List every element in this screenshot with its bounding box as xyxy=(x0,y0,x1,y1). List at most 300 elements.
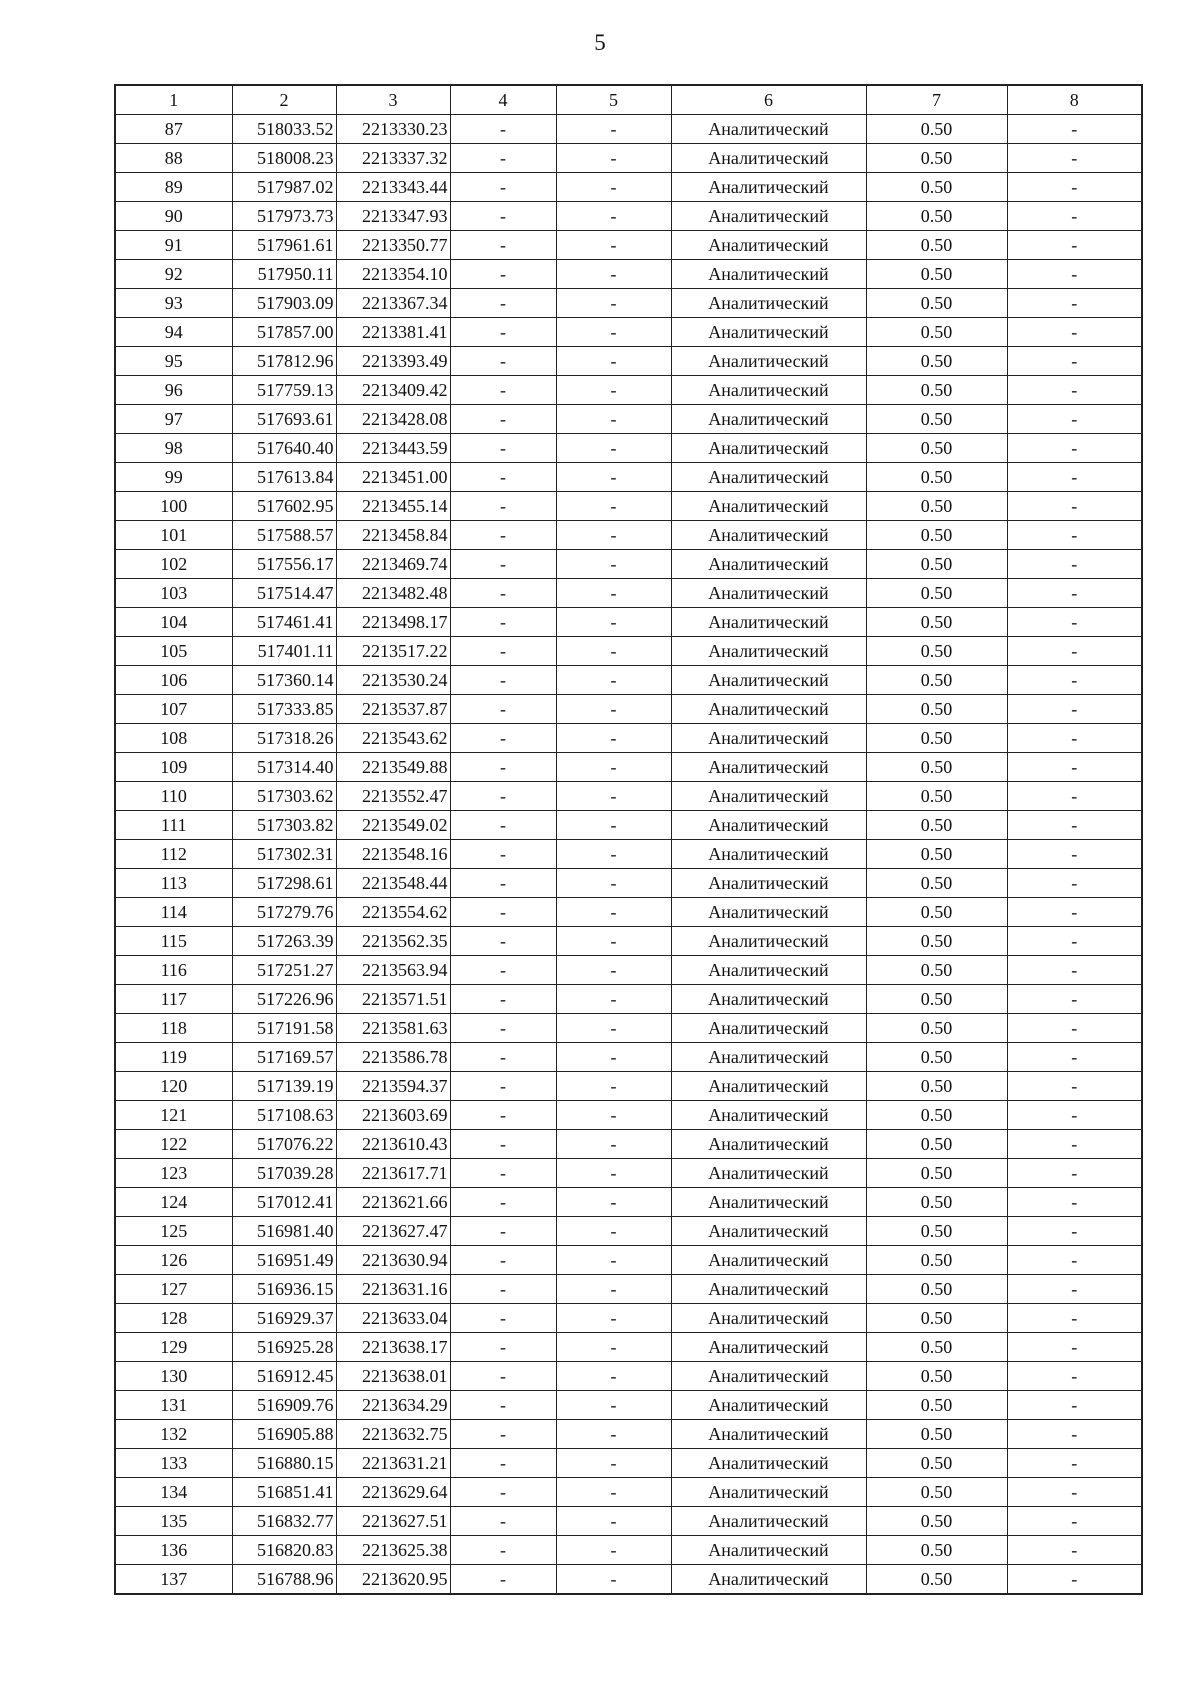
table-cell-col-7: 0.50 xyxy=(866,405,1007,434)
table-cell-col-1: 97 xyxy=(115,405,232,434)
table-cell-col-8: - xyxy=(1007,579,1142,608)
table-cell-col-7: 0.50 xyxy=(866,173,1007,202)
table-cell-col-3: 2213347.93 xyxy=(336,202,450,231)
table-cell-col-4: - xyxy=(450,1159,556,1188)
table-cell-col-8: - xyxy=(1007,1072,1142,1101)
table-cell-col-5: - xyxy=(556,927,671,956)
table-cell-col-6: Аналитический xyxy=(671,1101,866,1130)
table-cell-col-2: 517314.40 xyxy=(232,753,336,782)
table-cell-col-2: 517360.14 xyxy=(232,666,336,695)
table-cell-col-1: 90 xyxy=(115,202,232,231)
table-cell-col-8: - xyxy=(1007,898,1142,927)
table-cell-col-6: Аналитический xyxy=(671,898,866,927)
table-cell-col-1: 87 xyxy=(115,115,232,144)
table-row xyxy=(115,1188,1142,1217)
table-cell-col-1: 105 xyxy=(115,637,232,666)
table-cell-col-5: - xyxy=(556,144,671,173)
table-cell-col-7: 0.50 xyxy=(866,202,1007,231)
table-cell-col-5: - xyxy=(556,1188,671,1217)
table-cell-col-7: 0.50 xyxy=(866,231,1007,260)
table-row xyxy=(115,1043,1142,1072)
table-cell-col-6: Аналитический xyxy=(671,492,866,521)
table-row xyxy=(115,1275,1142,1304)
table-cell-col-5: - xyxy=(556,753,671,782)
table-cell-col-1: 120 xyxy=(115,1072,232,1101)
table-cell-col-1: 127 xyxy=(115,1275,232,1304)
table-cell-col-3: 2213548.16 xyxy=(336,840,450,869)
table-cell-col-2: 517303.82 xyxy=(232,811,336,840)
column-header-3: 3 xyxy=(336,85,450,115)
table-cell-col-2: 516912.45 xyxy=(232,1362,336,1391)
table-cell-col-1: 99 xyxy=(115,463,232,492)
table-cell-col-7: 0.50 xyxy=(866,811,1007,840)
table-cell-col-6: Аналитический xyxy=(671,840,866,869)
table-cell-col-1: 132 xyxy=(115,1420,232,1449)
table-row xyxy=(115,376,1142,405)
table-cell-col-3: 2213469.74 xyxy=(336,550,450,579)
table-cell-col-5: - xyxy=(556,231,671,260)
table-cell-col-3: 2213586.78 xyxy=(336,1043,450,1072)
table-row xyxy=(115,1159,1142,1188)
table-cell-col-3: 2213354.10 xyxy=(336,260,450,289)
table-cell-col-3: 2213610.43 xyxy=(336,1130,450,1159)
table-cell-col-1: 137 xyxy=(115,1565,232,1595)
table-cell-col-7: 0.50 xyxy=(866,869,1007,898)
table-cell-col-4: - xyxy=(450,753,556,782)
table-cell-col-5: - xyxy=(556,637,671,666)
table-cell-col-8: - xyxy=(1007,1246,1142,1275)
table-row xyxy=(115,1420,1142,1449)
table-cell-col-6: Аналитический xyxy=(671,753,866,782)
table-row xyxy=(115,521,1142,550)
table-cell-col-5: - xyxy=(556,434,671,463)
table-row xyxy=(115,927,1142,956)
table-row xyxy=(115,1478,1142,1507)
table-cell-col-2: 517076.22 xyxy=(232,1130,336,1159)
table-cell-col-2: 518033.52 xyxy=(232,115,336,144)
table-cell-col-2: 516788.96 xyxy=(232,1565,336,1595)
table-cell-col-2: 517298.61 xyxy=(232,869,336,898)
table-cell-col-8: - xyxy=(1007,260,1142,289)
table-cell-col-3: 2213549.88 xyxy=(336,753,450,782)
table-cell-col-4: - xyxy=(450,1391,556,1420)
table-cell-col-4: - xyxy=(450,550,556,579)
table-row xyxy=(115,666,1142,695)
table-cell-col-8: - xyxy=(1007,173,1142,202)
table-cell-col-1: 130 xyxy=(115,1362,232,1391)
table-row xyxy=(115,782,1142,811)
table-cell-col-6: Аналитический xyxy=(671,695,866,724)
table-cell-col-8: - xyxy=(1007,1275,1142,1304)
table-cell-col-7: 0.50 xyxy=(866,927,1007,956)
table-row xyxy=(115,1130,1142,1159)
table-cell-col-6: Аналитический xyxy=(671,1130,866,1159)
table-cell-col-2: 517903.09 xyxy=(232,289,336,318)
table-row xyxy=(115,434,1142,463)
table-cell-col-2: 516820.83 xyxy=(232,1536,336,1565)
table-cell-col-3: 2213627.47 xyxy=(336,1217,450,1246)
table-cell-col-6: Аналитический xyxy=(671,985,866,1014)
table-row xyxy=(115,811,1142,840)
table-cell-col-1: 102 xyxy=(115,550,232,579)
table-row xyxy=(115,608,1142,637)
table-cell-col-6: Аналитический xyxy=(671,1159,866,1188)
table-cell-col-1: 136 xyxy=(115,1536,232,1565)
table-cell-col-3: 2213631.16 xyxy=(336,1275,450,1304)
table-cell-col-3: 2213548.44 xyxy=(336,869,450,898)
table-cell-col-3: 2213621.66 xyxy=(336,1188,450,1217)
column-header-4: 4 xyxy=(450,85,556,115)
table-cell-col-4: - xyxy=(450,1014,556,1043)
table-row xyxy=(115,579,1142,608)
table-cell-col-1: 115 xyxy=(115,927,232,956)
table-row xyxy=(115,550,1142,579)
table-cell-col-5: - xyxy=(556,898,671,927)
table-cell-col-7: 0.50 xyxy=(866,1188,1007,1217)
table-row xyxy=(115,463,1142,492)
table-cell-col-4: - xyxy=(450,782,556,811)
table-cell-col-4: - xyxy=(450,724,556,753)
table-cell-col-8: - xyxy=(1007,463,1142,492)
table-cell-col-5: - xyxy=(556,202,671,231)
table-cell-col-1: 109 xyxy=(115,753,232,782)
table-cell-col-6: Аналитический xyxy=(671,202,866,231)
table-cell-col-7: 0.50 xyxy=(866,1159,1007,1188)
table-cell-col-6: Аналитический xyxy=(671,666,866,695)
table-cell-col-5: - xyxy=(556,579,671,608)
table-cell-col-4: - xyxy=(450,144,556,173)
table-cell-col-1: 125 xyxy=(115,1217,232,1246)
table-cell-col-5: - xyxy=(556,347,671,376)
table-cell-col-7: 0.50 xyxy=(866,1217,1007,1246)
column-header-6: 6 xyxy=(671,85,866,115)
table-cell-col-7: 0.50 xyxy=(866,260,1007,289)
table-cell-col-4: - xyxy=(450,1304,556,1333)
table-cell-col-1: 108 xyxy=(115,724,232,753)
table-cell-col-4: - xyxy=(450,1130,556,1159)
table-cell-col-2: 517279.76 xyxy=(232,898,336,927)
column-header-2: 2 xyxy=(232,85,336,115)
page-number: 5 xyxy=(594,30,606,55)
table-cell-col-4: - xyxy=(450,1333,556,1362)
table-cell-col-4: - xyxy=(450,1043,556,1072)
table-row xyxy=(115,405,1142,434)
table-cell-col-5: - xyxy=(556,521,671,550)
table-cell-col-3: 2213617.71 xyxy=(336,1159,450,1188)
table-cell-col-6: Аналитический xyxy=(671,434,866,463)
table-cell-col-2: 517012.41 xyxy=(232,1188,336,1217)
table-cell-col-6: Аналитический xyxy=(671,1478,866,1507)
table-cell-col-3: 2213428.08 xyxy=(336,405,450,434)
table-cell-col-3: 2213632.75 xyxy=(336,1420,450,1449)
table-cell-col-2: 516909.76 xyxy=(232,1391,336,1420)
table-cell-col-1: 101 xyxy=(115,521,232,550)
table-cell-col-8: - xyxy=(1007,666,1142,695)
table-cell-col-1: 117 xyxy=(115,985,232,1014)
table-cell-col-5: - xyxy=(556,1246,671,1275)
table-cell-col-2: 517950.11 xyxy=(232,260,336,289)
table-cell-col-6: Аналитический xyxy=(671,115,866,144)
table-cell-col-7: 0.50 xyxy=(866,550,1007,579)
table-cell-col-7: 0.50 xyxy=(866,318,1007,347)
table-cell-col-4: - xyxy=(450,115,556,144)
table-cell-col-7: 0.50 xyxy=(866,1333,1007,1362)
table-cell-col-1: 118 xyxy=(115,1014,232,1043)
table-cell-col-5: - xyxy=(556,376,671,405)
table-cell-col-3: 2213517.22 xyxy=(336,637,450,666)
table-row xyxy=(115,956,1142,985)
table-cell-col-1: 100 xyxy=(115,492,232,521)
table-cell-col-2: 517640.40 xyxy=(232,434,336,463)
table-cell-col-3: 2213554.62 xyxy=(336,898,450,927)
table-cell-col-7: 0.50 xyxy=(866,1072,1007,1101)
table-row xyxy=(115,1507,1142,1536)
table-cell-col-4: - xyxy=(450,1217,556,1246)
table-cell-col-1: 123 xyxy=(115,1159,232,1188)
table-cell-col-3: 2213620.95 xyxy=(336,1565,450,1595)
table-cell-col-7: 0.50 xyxy=(866,1536,1007,1565)
table-row xyxy=(115,1014,1142,1043)
table-cell-col-2: 517169.57 xyxy=(232,1043,336,1072)
table-cell-col-7: 0.50 xyxy=(866,840,1007,869)
table-cell-col-7: 0.50 xyxy=(866,347,1007,376)
table-header-row xyxy=(115,85,1142,115)
table-cell-col-8: - xyxy=(1007,1391,1142,1420)
table-cell-col-6: Аналитический xyxy=(671,1565,866,1595)
table-cell-col-3: 2213603.69 xyxy=(336,1101,450,1130)
table-cell-col-2: 517514.47 xyxy=(232,579,336,608)
table-cell-col-3: 2213549.02 xyxy=(336,811,450,840)
table-cell-col-5: - xyxy=(556,724,671,753)
table-row xyxy=(115,753,1142,782)
table-cell-col-4: - xyxy=(450,985,556,1014)
table-cell-col-8: - xyxy=(1007,318,1142,347)
table-cell-col-3: 2213350.77 xyxy=(336,231,450,260)
table-cell-col-8: - xyxy=(1007,115,1142,144)
table-cell-col-6: Аналитический xyxy=(671,289,866,318)
table-cell-col-4: - xyxy=(450,318,556,347)
table-cell-col-7: 0.50 xyxy=(866,463,1007,492)
table-cell-col-4: - xyxy=(450,956,556,985)
table-cell-col-7: 0.50 xyxy=(866,985,1007,1014)
table-cell-col-6: Аналитический xyxy=(671,405,866,434)
table-cell-col-3: 2213634.29 xyxy=(336,1391,450,1420)
table-cell-col-2: 516951.49 xyxy=(232,1246,336,1275)
table-cell-col-2: 516925.28 xyxy=(232,1333,336,1362)
table-cell-col-8: - xyxy=(1007,782,1142,811)
table-cell-col-8: - xyxy=(1007,1130,1142,1159)
table-cell-col-8: - xyxy=(1007,289,1142,318)
table-cell-col-1: 113 xyxy=(115,869,232,898)
table-cell-col-5: - xyxy=(556,811,671,840)
coordinates-table xyxy=(114,84,1143,1595)
table-cell-col-8: - xyxy=(1007,1217,1142,1246)
table-cell-col-6: Аналитический xyxy=(671,724,866,753)
table-cell-col-7: 0.50 xyxy=(866,492,1007,521)
table-cell-col-5: - xyxy=(556,1507,671,1536)
table-cell-col-1: 126 xyxy=(115,1246,232,1275)
table-cell-col-8: - xyxy=(1007,608,1142,637)
table-cell-col-5: - xyxy=(556,1159,671,1188)
table-row xyxy=(115,1333,1142,1362)
table-cell-col-3: 2213630.94 xyxy=(336,1246,450,1275)
table-cell-col-5: - xyxy=(556,1304,671,1333)
table-cell-col-2: 517039.28 xyxy=(232,1159,336,1188)
table-cell-col-2: 517401.11 xyxy=(232,637,336,666)
table-cell-col-7: 0.50 xyxy=(866,144,1007,173)
table-cell-col-1: 111 xyxy=(115,811,232,840)
table-cell-col-8: - xyxy=(1007,1101,1142,1130)
table-cell-col-6: Аналитический xyxy=(671,1420,866,1449)
table-cell-col-4: - xyxy=(450,1072,556,1101)
table-cell-col-5: - xyxy=(556,666,671,695)
table-cell-col-2: 516936.15 xyxy=(232,1275,336,1304)
table-cell-col-8: - xyxy=(1007,1536,1142,1565)
table-cell-col-8: - xyxy=(1007,144,1142,173)
table-cell-col-3: 2213409.42 xyxy=(336,376,450,405)
table-cell-col-6: Аналитический xyxy=(671,637,866,666)
table-cell-col-5: - xyxy=(556,1043,671,1072)
table-cell-col-7: 0.50 xyxy=(866,1420,1007,1449)
table-cell-col-3: 2213638.01 xyxy=(336,1362,450,1391)
table-cell-col-2: 517303.62 xyxy=(232,782,336,811)
table-cell-col-7: 0.50 xyxy=(866,695,1007,724)
table-cell-col-7: 0.50 xyxy=(866,898,1007,927)
table-row xyxy=(115,318,1142,347)
table-cell-col-3: 2213455.14 xyxy=(336,492,450,521)
table-cell-col-1: 93 xyxy=(115,289,232,318)
table-cell-col-8: - xyxy=(1007,1014,1142,1043)
table-cell-col-8: - xyxy=(1007,724,1142,753)
table-cell-col-2: 516851.41 xyxy=(232,1478,336,1507)
table-cell-col-8: - xyxy=(1007,1478,1142,1507)
table-cell-col-4: - xyxy=(450,898,556,927)
table-row xyxy=(115,289,1142,318)
table-cell-col-1: 106 xyxy=(115,666,232,695)
table-row xyxy=(115,1304,1142,1333)
table-cell-col-4: - xyxy=(450,231,556,260)
table-cell-col-2: 517588.57 xyxy=(232,521,336,550)
table-cell-col-4: - xyxy=(450,202,556,231)
table-cell-col-5: - xyxy=(556,1101,671,1130)
table-cell-col-1: 103 xyxy=(115,579,232,608)
table-cell-col-2: 516981.40 xyxy=(232,1217,336,1246)
table-cell-col-2: 517263.39 xyxy=(232,927,336,956)
table-cell-col-7: 0.50 xyxy=(866,956,1007,985)
table-cell-col-5: - xyxy=(556,1536,671,1565)
table-cell-col-2: 517226.96 xyxy=(232,985,336,1014)
table-cell-col-4: - xyxy=(450,347,556,376)
table-cell-col-8: - xyxy=(1007,1507,1142,1536)
table-cell-col-2: 517602.95 xyxy=(232,492,336,521)
table-cell-col-6: Аналитический xyxy=(671,1449,866,1478)
table-cell-col-7: 0.50 xyxy=(866,1391,1007,1420)
table-cell-col-3: 2213581.63 xyxy=(336,1014,450,1043)
table-cell-col-7: 0.50 xyxy=(866,608,1007,637)
table-cell-col-1: 91 xyxy=(115,231,232,260)
table-cell-col-6: Аналитический xyxy=(671,927,866,956)
table-row xyxy=(115,492,1142,521)
column-header-8: 8 xyxy=(1007,85,1142,115)
table-cell-col-4: - xyxy=(450,1188,556,1217)
table-cell-col-3: 2213631.21 xyxy=(336,1449,450,1478)
column-header-1: 1 xyxy=(115,85,232,115)
table-cell-col-2: 517333.85 xyxy=(232,695,336,724)
table-cell-col-6: Аналитический xyxy=(671,608,866,637)
table-cell-col-8: - xyxy=(1007,927,1142,956)
table-cell-col-3: 2213381.41 xyxy=(336,318,450,347)
table-cell-col-7: 0.50 xyxy=(866,115,1007,144)
table-row xyxy=(115,1565,1142,1595)
table-cell-col-3: 2213563.94 xyxy=(336,956,450,985)
table-cell-col-8: - xyxy=(1007,202,1142,231)
table-cell-col-5: - xyxy=(556,115,671,144)
table-cell-col-6: Аналитический xyxy=(671,463,866,492)
table-cell-col-8: - xyxy=(1007,753,1142,782)
table-cell-col-5: - xyxy=(556,695,671,724)
table-cell-col-8: - xyxy=(1007,434,1142,463)
table-cell-col-4: - xyxy=(450,1449,556,1478)
table-cell-col-4: - xyxy=(450,521,556,550)
table-cell-col-5: - xyxy=(556,985,671,1014)
table-row xyxy=(115,1362,1142,1391)
table-cell-col-4: - xyxy=(450,1246,556,1275)
table-cell-col-3: 2213594.37 xyxy=(336,1072,450,1101)
table-cell-col-7: 0.50 xyxy=(866,376,1007,405)
table-row xyxy=(115,1246,1142,1275)
table-cell-col-8: - xyxy=(1007,811,1142,840)
table-cell-col-7: 0.50 xyxy=(866,579,1007,608)
table-cell-col-8: - xyxy=(1007,1159,1142,1188)
table-cell-col-4: - xyxy=(450,637,556,666)
table-row xyxy=(115,724,1142,753)
table-cell-col-8: - xyxy=(1007,1333,1142,1362)
table-cell-col-1: 116 xyxy=(115,956,232,985)
table-cell-col-4: - xyxy=(450,463,556,492)
table-cell-col-1: 92 xyxy=(115,260,232,289)
table-cell-col-5: - xyxy=(556,782,671,811)
table-cell-col-3: 2213537.87 xyxy=(336,695,450,724)
table-cell-col-1: 107 xyxy=(115,695,232,724)
table-cell-col-7: 0.50 xyxy=(866,1043,1007,1072)
table-cell-col-8: - xyxy=(1007,637,1142,666)
table-row xyxy=(115,695,1142,724)
table-cell-col-1: 129 xyxy=(115,1333,232,1362)
table-cell-col-2: 517108.63 xyxy=(232,1101,336,1130)
table-row xyxy=(115,840,1142,869)
table-cell-col-3: 2213343.44 xyxy=(336,173,450,202)
table-cell-col-2: 517759.13 xyxy=(232,376,336,405)
table-cell-col-3: 2213625.38 xyxy=(336,1536,450,1565)
table-cell-col-7: 0.50 xyxy=(866,666,1007,695)
table-cell-col-1: 94 xyxy=(115,318,232,347)
table-cell-col-5: - xyxy=(556,1478,671,1507)
table-cell-col-5: - xyxy=(556,1391,671,1420)
table-cell-col-8: - xyxy=(1007,1449,1142,1478)
table-cell-col-6: Аналитический xyxy=(671,1014,866,1043)
table-cell-col-5: - xyxy=(556,840,671,869)
table-cell-col-7: 0.50 xyxy=(866,1246,1007,1275)
table-cell-col-3: 2213337.32 xyxy=(336,144,450,173)
table-cell-col-1: 134 xyxy=(115,1478,232,1507)
table-row xyxy=(115,637,1142,666)
table-cell-col-6: Аналитический xyxy=(671,579,866,608)
table-cell-col-8: - xyxy=(1007,985,1142,1014)
table-cell-col-4: - xyxy=(450,1536,556,1565)
table-row xyxy=(115,1391,1142,1420)
table-cell-col-6: Аналитический xyxy=(671,347,866,376)
table-cell-col-8: - xyxy=(1007,231,1142,260)
